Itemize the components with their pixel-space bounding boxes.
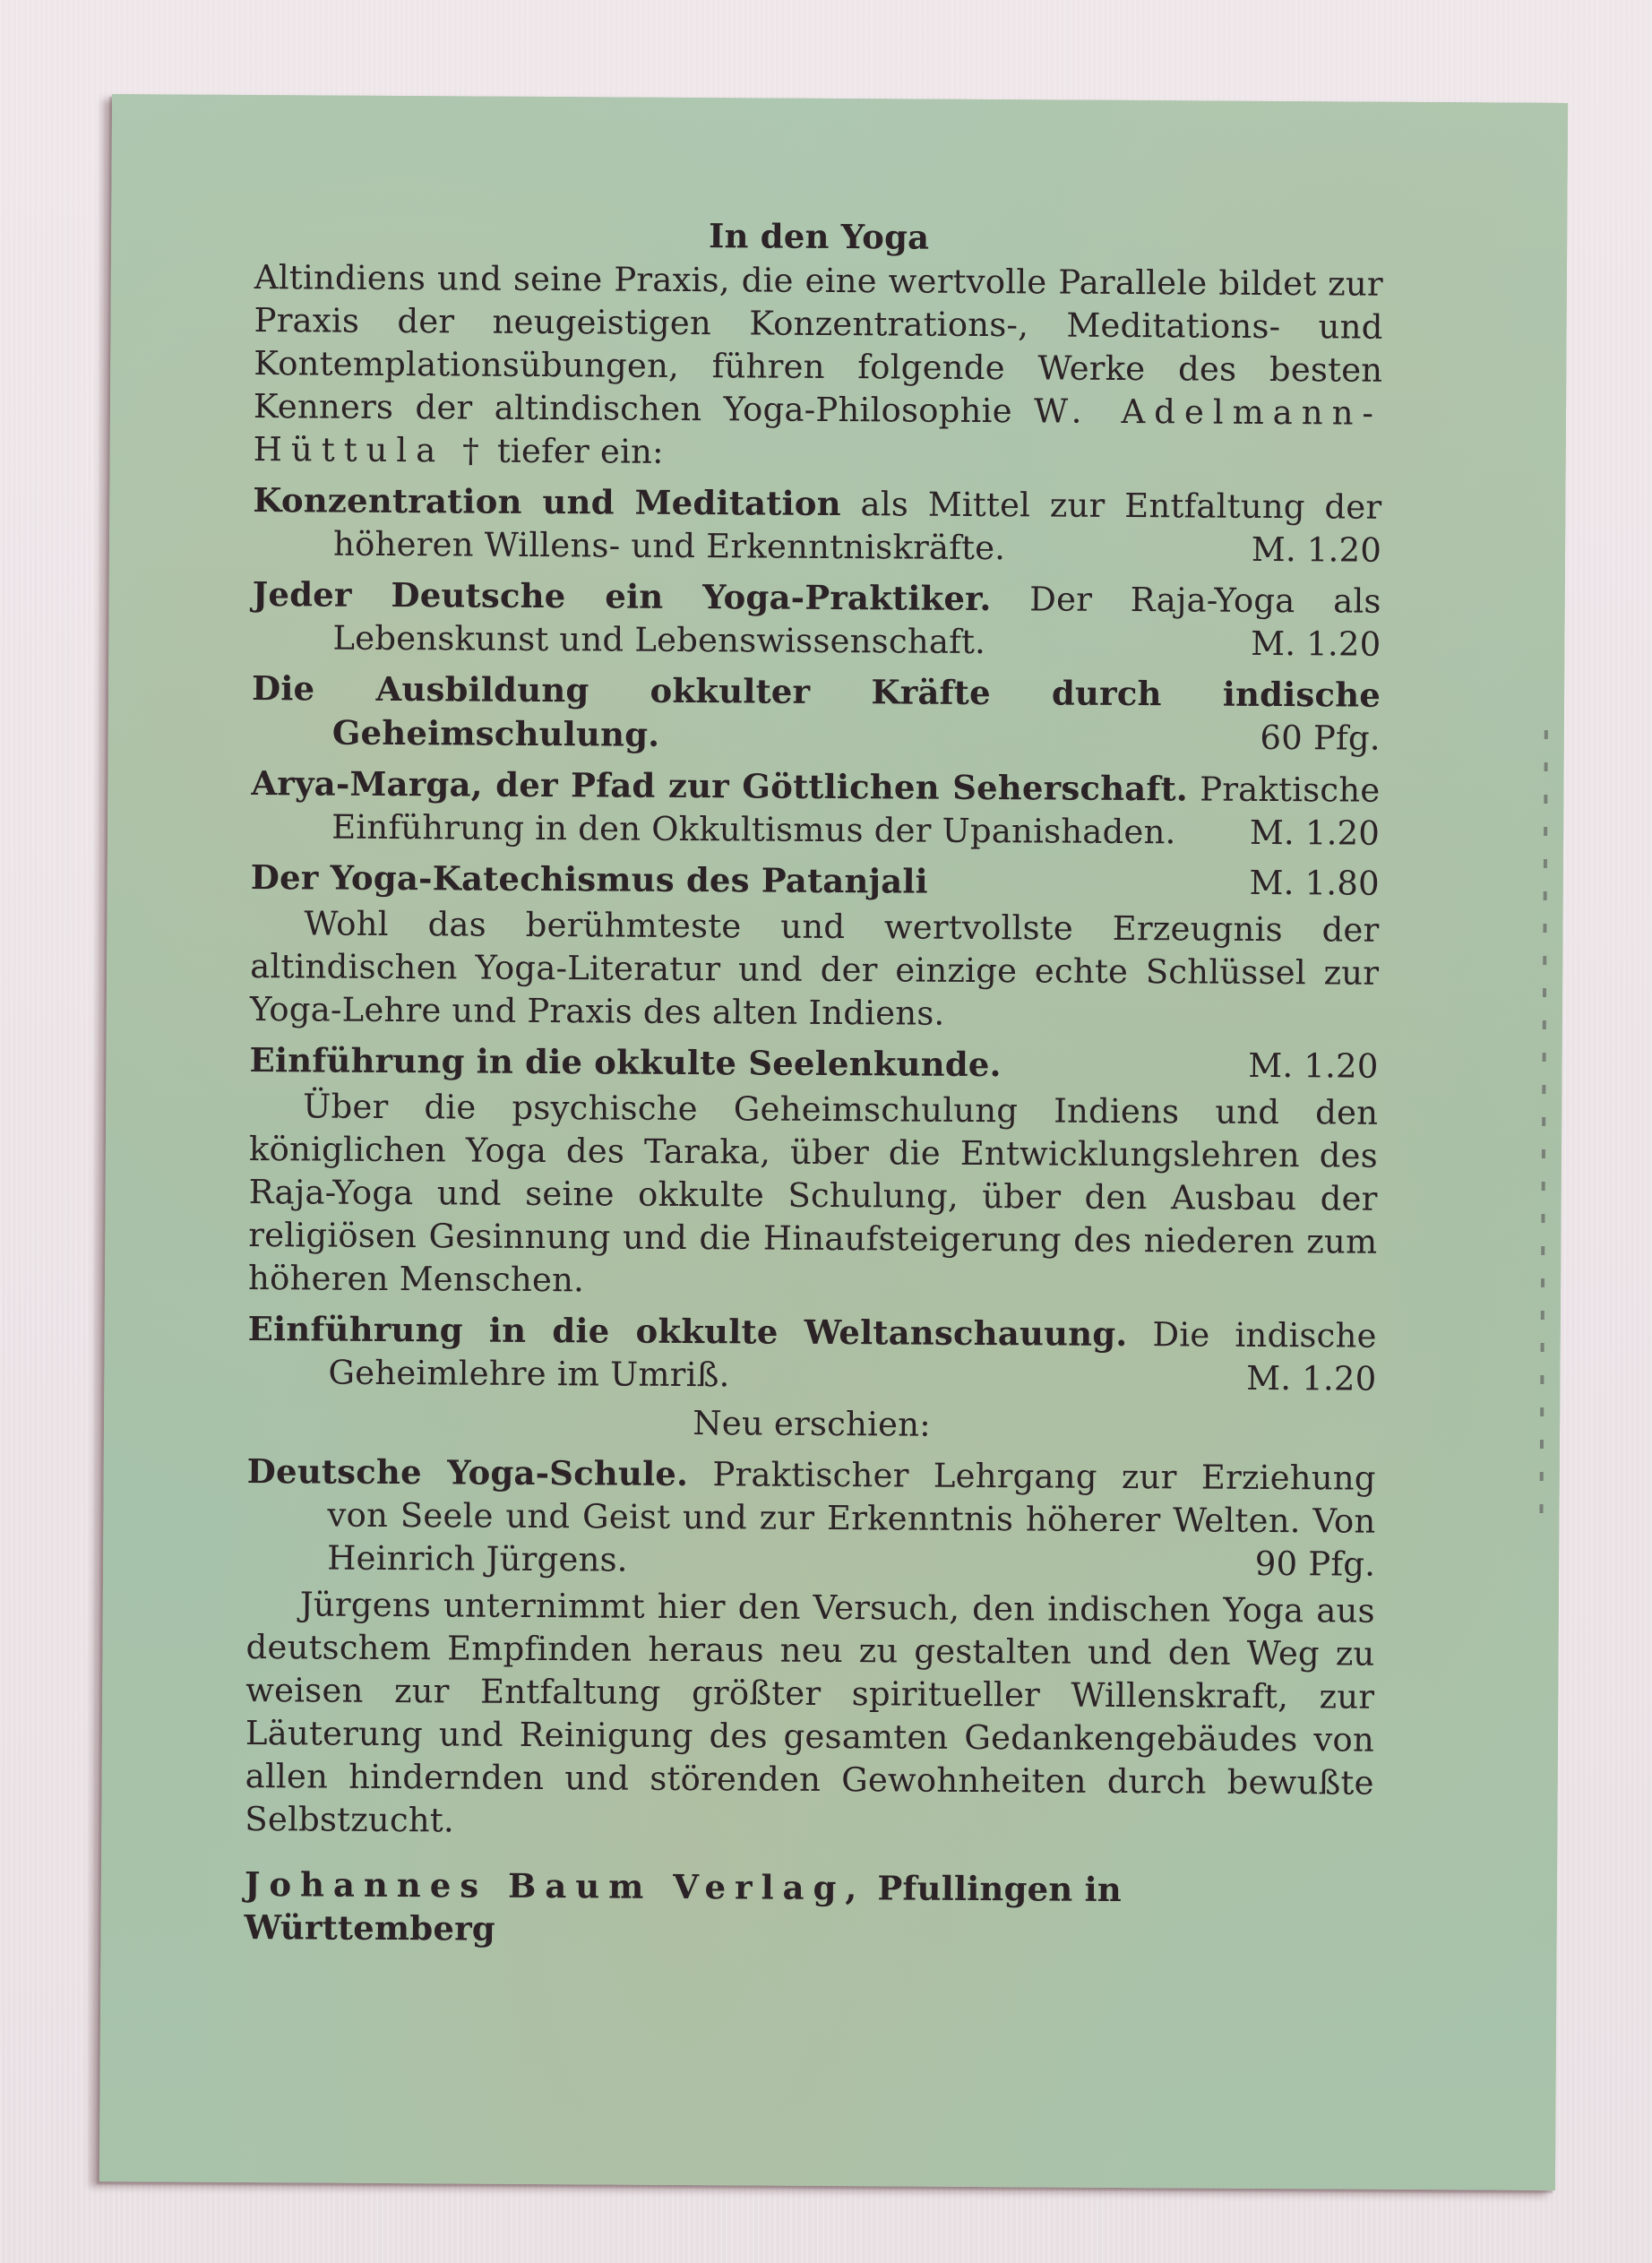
book-title: Konzentration und Meditation (253, 480, 841, 524)
advertisement-text (244, 211, 1383, 1956)
author-name: W. Adelmann-Hüttula (253, 392, 1383, 470)
intro-text: Altindiens und seine Praxis, die eine wertvolle Parallele bildet zur Praxis der neugeistigen Konzentrations-, Meditations- und Kontemplationsübungen, führen folgende Werke des besten Kenners der altindischen Yoga-Philosophie (253, 258, 1383, 431)
book-price: M. 1.80 (1249, 863, 1380, 903)
publisher-location: Pfullingen in Württemberg (244, 1868, 1123, 1949)
book-entry (253, 478, 1382, 572)
book-description: Über die psychische Geheimschulung Indiens und den königlichen Yoga des Taraka, über die Entwicklungslehren des Raja-Yoga und seine okkulte Schulung, über den Ausbau der religiösen Gesinnung und die Hinaufsteigerung des niederen zum höheren Menschen. (247, 1087, 1379, 1300)
book-price: M. 1.20 (1246, 1358, 1377, 1398)
book-price: M. 1.20 (1249, 813, 1381, 853)
book-title: Die Ausbildung okkulter Kräfte durch indische Geheimschulung. (251, 668, 1381, 754)
publisher-name: Johannes Baum Verlag, (244, 1863, 866, 1908)
book-entry (251, 762, 1381, 856)
intro-tail: tiefer ein: (496, 431, 664, 471)
book-description: Wohl das berühmteste und wertvollste Erzeugnis der altindischen Yoga-Literatur und der einzige echte Schlüssel zur Yoga-Lehre und Praxis des alten Indiens. (249, 904, 1380, 1033)
book-entry (252, 667, 1381, 762)
book-entry (247, 1307, 1377, 1401)
book-entry (252, 572, 1381, 667)
book-title: Deutsche Yoga-Schule. (246, 1451, 689, 1494)
book-subtitle: Praktische Einführung in den Okkultismus der Upanishaden. (331, 770, 1381, 852)
publisher-imprint (244, 1863, 1373, 1956)
booklet-back-cover (99, 94, 1568, 2190)
intro-paragraph (254, 256, 1383, 478)
book-entry (250, 856, 1380, 1038)
new-release-heading: Neu erschien: (693, 1404, 932, 1444)
book-title: Einführung in die okkulte Weltanschauung. (247, 1309, 1128, 1355)
book-subtitle: als Mittel zur Entfaltung der höheren Willens- und Erkenntniskräfte. (332, 485, 1382, 568)
book-price: 60 Pfg. (1260, 718, 1381, 758)
dagger-symbol: † (462, 431, 480, 470)
book-title: Jeder Deutsche ein Yoga-Praktiker. (252, 574, 992, 619)
book-title: Der Yoga-Katechismus des Patanjali (250, 857, 929, 901)
new-book-entry (245, 1450, 1376, 1848)
book-description: Jürgens unternimmt hier den Versuch, den indischen Yoga aus deutschem Empfinden heraus neu zu gestalten und den Weg zu weisen zur Entfaltung größter spiritueller Willenskraft, zur Läuterung und Reinigung des gesamten Gedankengebäudes von allen hindernden und störenden Gewohnheiten durch bewußte Selbstzucht. (245, 1585, 1375, 1840)
page-heading: In den Yoga (708, 216, 930, 257)
book-title: Einführung in die okkulte Seelenkunde. (249, 1040, 1002, 1085)
book-price: M. 1.20 (1248, 1045, 1379, 1086)
book-price: M. 1.20 (1251, 529, 1382, 570)
book-title: Arya-Marga, der Pfad zur Göttlichen Seherschaft. (251, 763, 1189, 809)
book-price: M. 1.20 (1251, 624, 1381, 664)
book-price: 90 Pfg. (1254, 1544, 1376, 1584)
book-entry (248, 1038, 1379, 1307)
book-subtitle: Praktischer Lehrgang zur Erziehung von Seele und Geist und zur Erkenntnis höherer Welten. Von Heinrich Jürgens. (327, 1455, 1376, 1579)
book-subtitle: Der Raja-Yoga als Lebenskunst und Lebenswissenschaft. (332, 580, 1381, 662)
book-subtitle: Die indische Geheimlehre im Umriß. (328, 1315, 1377, 1395)
